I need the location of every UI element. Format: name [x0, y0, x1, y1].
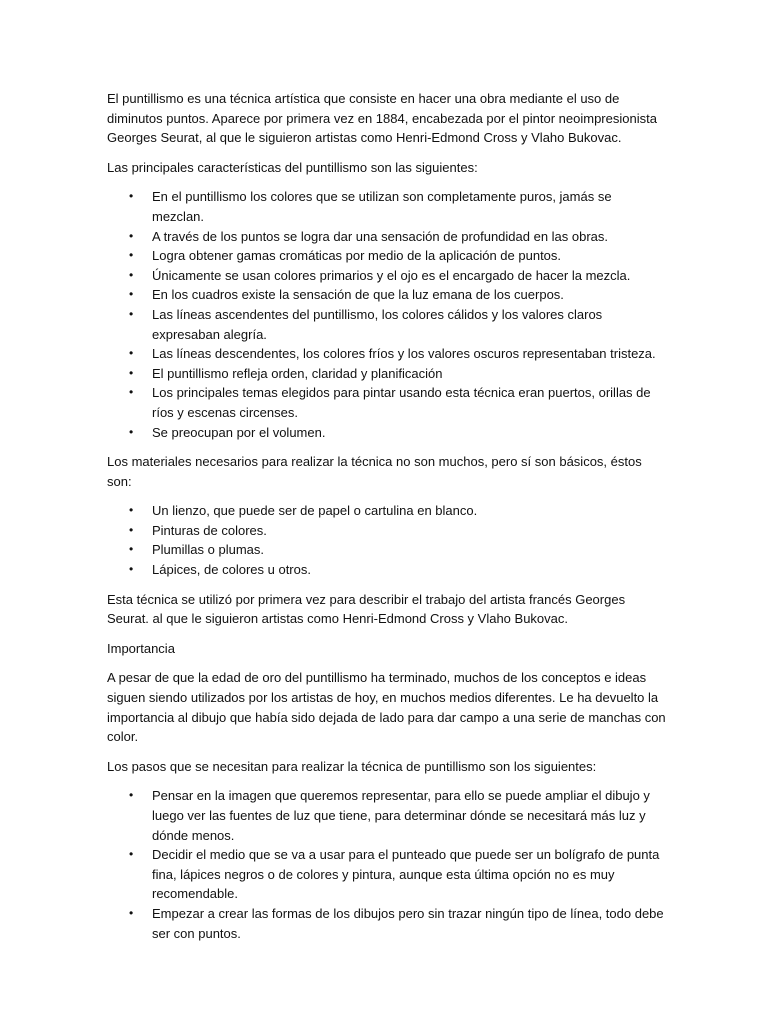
bullet-icon: •: [129, 905, 134, 920]
importance-paragraph: A pesar de que la edad de oro del puntillismo ha terminado, muchos de los conceptos e ideas siguen siendo utilizados por los artistas de hoy, en muchos medios diferentes. Le ha devuelto la importancia al dibujo que había sido dejada de lado para dar campo a una serie de manchas con color.: [107, 670, 666, 745]
bullet-icon: •: [129, 228, 134, 243]
list-item: [129, 904, 667, 943]
list-item: [129, 501, 667, 521]
list-item-text: Se preocupan por el volumen.: [152, 424, 326, 440]
bullet-icon: •: [129, 542, 134, 557]
bullet-icon: •: [129, 847, 134, 862]
bullet-icon: •: [129, 346, 134, 361]
list-item: [129, 285, 667, 305]
list-item: [129, 266, 667, 286]
list-item-text: Logra obtener gamas cromáticas por medio de la aplicación de puntos.: [152, 248, 562, 264]
list-item-text: En los cuadros existe la sensación de que la luz emana de los cuerpos.: [152, 287, 564, 303]
steps-list: [107, 786, 667, 943]
list-item: [129, 246, 667, 266]
characteristics-list: [107, 187, 667, 442]
steps-intro: Los pasos que se necesitan para realizar la técnica de puntillismo son los siguientes:: [107, 758, 597, 774]
list-item: [129, 187, 667, 226]
bullet-icon: •: [129, 267, 134, 282]
list-item: [129, 521, 667, 541]
bullet-icon: •: [129, 189, 134, 204]
list-item: [129, 383, 667, 422]
bullet-icon: •: [129, 424, 134, 439]
materials-list: [107, 501, 667, 579]
list-item: [129, 305, 667, 344]
list-item-text: Empezar a crear las formas de los dibujos pero sin trazar ningún tipo de línea, todo debe ser con puntos.: [152, 905, 664, 941]
bullet-icon: •: [129, 385, 134, 400]
first-use-paragraph: Esta técnica se utilizó por primera vez para describir el trabajo del artista francés Georges Seurat. al que le siguieron artistas como Henri-Edmond Cross y Vlaho Bukovac.: [107, 591, 626, 627]
list-item: [129, 364, 667, 384]
intro-paragraph: El puntillismo es una técnica artística que consiste en hacer una obra mediante el uso de diminutos puntos. Aparece por primera vez en 1884, encabezada por el pintor neoimpresionista Georges Seurat, al que le siguieron artistas como Henri-Edmond Cross y Vlaho Bukovac.: [107, 91, 657, 146]
list-item-text: Los principales temas elegidos para pintar usando esta técnica eran puertos, orillas de ríos y escenas circenses.: [152, 385, 651, 420]
list-item-text: Las líneas descendentes, los colores fríos y los valores oscuros representaban tristeza.: [152, 346, 656, 362]
importance-heading: Importancia: [107, 640, 175, 656]
list-item-text: Pinturas de colores.: [152, 522, 267, 538]
list-item: [129, 540, 667, 560]
list-item-text: A través de los puntos se logra dar una sensación de profundidad en las obras.: [152, 228, 609, 244]
list-item-text: Únicamente se usan colores primarios y el ojo es el encargado de hacer la mezcla.: [152, 267, 631, 283]
characteristics-intro: Las principales características del puntillismo son las siguientes:: [107, 159, 478, 175]
list-item-text: El puntillismo refleja orden, claridad y planificación: [152, 365, 443, 381]
list-item-text: Pensar en la imagen que queremos representar, para ello se puede ampliar el dibujo y luego ver las fuentes de luz que tiene, para determinar dónde se necesitará más luz y dónde menos.: [152, 788, 650, 843]
list-item-text: Lápices, de colores u otros.: [152, 562, 311, 578]
bullet-icon: •: [129, 562, 134, 577]
list-item-text: En el puntillismo los colores que se utilizan son completamente puros, jamás se mezclan.: [152, 189, 612, 224]
list-item: [129, 344, 667, 364]
list-item: [129, 560, 667, 580]
bullet-icon: •: [129, 788, 134, 803]
list-item-text: Un lienzo, que puede ser de papel o cartulina en blanco.: [152, 503, 478, 519]
bullet-icon: •: [129, 522, 134, 537]
list-item: [129, 845, 667, 904]
bullet-icon: •: [129, 503, 134, 518]
document-body: [107, 89, 667, 953]
bullet-icon: •: [129, 287, 134, 302]
bullet-icon: •: [129, 248, 134, 263]
list-item-text: Las líneas ascendentes del puntillismo, los colores cálidos y los valores claros expresaban alegría.: [152, 306, 603, 342]
list-item: [129, 227, 667, 247]
list-item: [129, 423, 667, 443]
materials-intro: Los materiales necesarios para realizar la técnica no son muchos, pero sí son básicos, éstos son:: [107, 454, 642, 489]
bullet-icon: •: [129, 365, 134, 380]
list-item: [129, 786, 667, 845]
list-item-text: Decidir el medio que se va a usar para el punteado que puede ser un bolígrafo de punta fina, lápices negros o de colores y pintura, aunque esta última opción no es muy recomendable.: [152, 847, 660, 902]
bullet-icon: •: [129, 306, 134, 321]
list-item-text: Plumillas o plumas.: [152, 542, 264, 558]
